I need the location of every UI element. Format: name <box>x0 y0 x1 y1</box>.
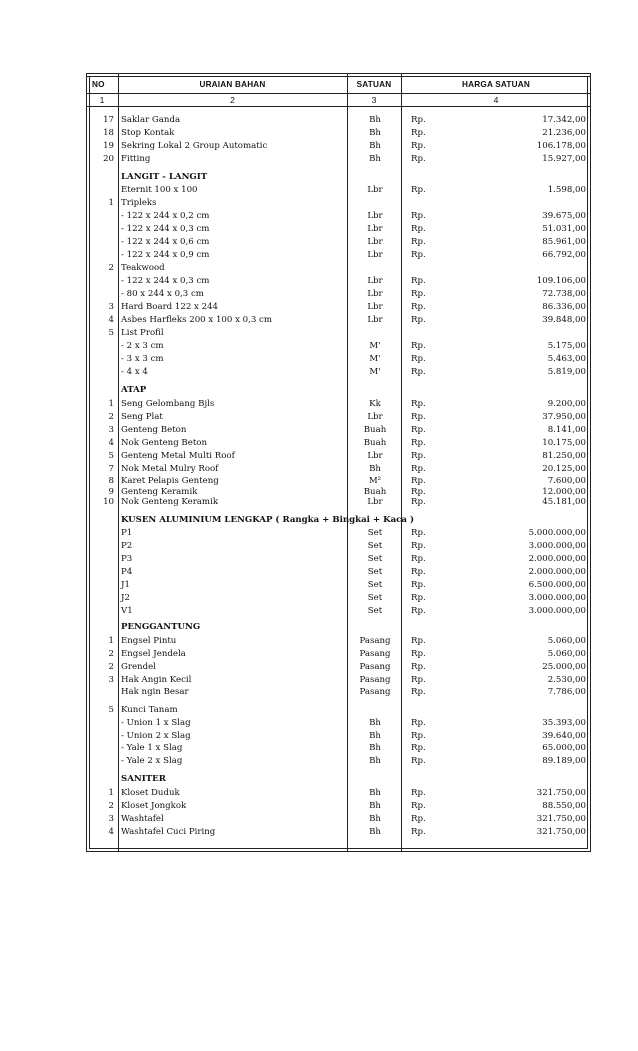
unit-price: 5.000.000,00 <box>528 528 586 538</box>
row-number: 1 <box>108 636 114 646</box>
col-divider-no <box>118 73 119 852</box>
unit-price: 39.848,00 <box>542 315 586 325</box>
unit-price: 1.598,00 <box>547 185 586 195</box>
currency-label: Rp. <box>411 718 426 728</box>
currency-label: Rp. <box>411 412 426 422</box>
item-description: J1 <box>121 580 130 590</box>
currency-label: Rp. <box>411 250 426 260</box>
item-description: Eternit 100 x 100 <box>121 185 198 195</box>
header-satuan: SATUAN <box>356 80 392 89</box>
row-number: 3 <box>108 814 114 824</box>
unit-price: 65.000,00 <box>542 743 586 753</box>
item-description: - Union 1 x Slag <box>121 718 191 728</box>
section-title: SANITER <box>121 774 166 784</box>
item-unit: Pasang <box>359 662 391 672</box>
item-unit: Buah <box>363 438 387 448</box>
item-description: P3 <box>121 554 133 564</box>
item-description: Grendel <box>121 662 156 672</box>
section-title: LANGIT - LANGIT <box>121 172 208 182</box>
currency-label: Rp. <box>411 128 426 138</box>
row-number: 2 <box>108 662 114 672</box>
unit-price: 2.000.000,00 <box>528 567 586 577</box>
currency-label: Rp. <box>411 606 426 616</box>
item-description: - Yale 2 x Slag <box>121 756 183 766</box>
item-description: - 80 x 244 x 0,3 cm <box>121 289 204 299</box>
item-description: Hak ngin Besar <box>121 687 189 697</box>
row-number: 1 <box>108 399 114 409</box>
currency-label: Rp. <box>411 814 426 824</box>
item-description: - 122 x 244 x 0,2 cm <box>121 211 210 221</box>
currency-label: Rp. <box>411 756 426 766</box>
currency-label: Rp. <box>411 302 426 312</box>
row-number: 3 <box>108 675 114 685</box>
unit-price: 3.000.000,00 <box>528 541 586 551</box>
item-description: Hak Angin Kecil <box>121 675 192 685</box>
item-description: - Yale 1 x Slag <box>121 743 183 753</box>
item-description: Sekring Lokal 2 Group Automatic <box>121 141 268 151</box>
unit-price: 7.600,00 <box>547 476 586 486</box>
item-description: - 3 x 3 cm <box>121 354 164 364</box>
item-unit: Bh <box>369 788 381 798</box>
item-description: V1 <box>121 606 133 616</box>
unit-price: 12.000,00 <box>542 487 586 497</box>
currency-label: Rp. <box>411 541 426 551</box>
currency-label: Rp. <box>411 788 426 798</box>
unit-price: 66.792,00 <box>542 250 586 260</box>
unit-price: 321.750,00 <box>536 827 586 837</box>
item-unit: Bh <box>369 718 381 728</box>
item-unit: Bh <box>369 743 381 753</box>
row-number: 20 <box>103 154 114 164</box>
row-number: 8 <box>108 476 114 486</box>
item-unit: Bh <box>369 801 381 811</box>
item-unit: Bh <box>369 115 381 125</box>
item-description: Nok Genteng Keramik <box>121 497 219 507</box>
row-number: 2 <box>108 263 114 273</box>
colnum-bottom-rule <box>86 106 591 107</box>
header-harga-satuan: HARGA SATUAN <box>462 80 530 89</box>
item-unit: M² <box>368 476 382 486</box>
item-unit: Bh <box>369 154 381 164</box>
currency-label: Rp. <box>411 487 426 497</box>
unit-price: 5.175,00 <box>547 341 586 351</box>
row-number: 3 <box>108 302 114 312</box>
header-top-rule <box>86 76 591 77</box>
item-unit: Bh <box>369 827 381 837</box>
row-number: 1 <box>108 198 114 208</box>
header-uraian-bahan: URAIAN BAHAN <box>199 80 266 89</box>
unit-price: 72.738,00 <box>542 289 586 299</box>
unit-price: 3.000.000,00 <box>528 606 586 616</box>
item-unit: Set <box>367 580 383 590</box>
item-description: - 122 x 244 x 0,3 cm <box>121 224 210 234</box>
currency-label: Rp. <box>411 237 426 247</box>
item-unit: Bh <box>369 731 381 741</box>
unit-price: 321.750,00 <box>536 788 586 798</box>
unit-price: 109.106,00 <box>536 276 586 286</box>
item-description: Seng Plat <box>121 412 163 422</box>
unit-price: 86.336,00 <box>542 302 586 312</box>
item-description: Kloset Duduk <box>121 788 180 798</box>
row-number: 5 <box>108 451 114 461</box>
item-description: Washtafel <box>121 814 164 824</box>
currency-label: Rp. <box>411 211 426 221</box>
item-unit: Lbr <box>367 289 383 299</box>
row-number: 7 <box>108 464 114 474</box>
unit-price: 2.530,00 <box>547 675 586 685</box>
row-number: 5 <box>108 328 114 338</box>
item-unit: Set <box>367 528 383 538</box>
unit-price: 17.342,00 <box>542 115 586 125</box>
currency-label: Rp. <box>411 367 426 377</box>
item-unit: Bh <box>369 756 381 766</box>
unit-price: 37.950,00 <box>542 412 586 422</box>
row-number: 2 <box>108 649 114 659</box>
currency-label: Rp. <box>411 580 426 590</box>
unit-price: 7.786,00 <box>547 687 586 697</box>
item-description: Karet Pelapis Genteng <box>121 476 219 486</box>
unit-price: 88.550,00 <box>542 801 586 811</box>
row-number: 19 <box>103 141 114 151</box>
currency-label: Rp. <box>411 636 426 646</box>
item-description: Seng Gelombang Bjls <box>121 399 215 409</box>
item-unit: Lbr <box>367 451 383 461</box>
unit-price: 2.000.000,00 <box>528 554 586 564</box>
currency-label: Rp. <box>411 567 426 577</box>
unit-price: 25.000,00 <box>542 662 586 672</box>
item-description: Stop Kontak <box>121 128 175 138</box>
currency-label: Rp. <box>411 276 426 286</box>
currency-label: Rp. <box>411 438 426 448</box>
unit-price: 39.675,00 <box>542 211 586 221</box>
currency-label: Rp. <box>411 451 426 461</box>
item-description: - Union 2 x Slag <box>121 731 191 741</box>
item-description: Tripleks <box>121 198 157 208</box>
item-unit: Bh <box>369 464 381 474</box>
item-unit: Lbr <box>367 224 383 234</box>
unit-price: 15.927,00 <box>542 154 586 164</box>
item-description: - 2 x 3 cm <box>121 341 164 351</box>
row-number: 3 <box>108 425 114 435</box>
item-unit: Lbr <box>367 315 383 325</box>
section-title: ATAP <box>121 385 147 395</box>
unit-price: 81.250,00 <box>542 451 586 461</box>
currency-label: Rp. <box>411 399 426 409</box>
item-unit: M' <box>369 367 381 377</box>
row-number: 4 <box>108 438 114 448</box>
item-unit: Lbr <box>367 497 383 507</box>
row-number: 18 <box>103 128 114 138</box>
colnum-2: 2 <box>230 95 235 105</box>
row-number: 5 <box>108 705 114 715</box>
unit-price: 5.463,00 <box>547 354 586 364</box>
item-unit: Lbr <box>367 276 383 286</box>
item-unit: Bh <box>369 128 381 138</box>
currency-label: Rp. <box>411 476 426 486</box>
currency-label: Rp. <box>411 224 426 234</box>
colnum-1: 1 <box>99 95 105 105</box>
unit-price: 9.200,00 <box>547 399 586 409</box>
unit-price: 5.060,00 <box>547 649 586 659</box>
currency-label: Rp. <box>411 801 426 811</box>
item-description: Engsel Jendela <box>121 649 186 659</box>
currency-label: Rp. <box>411 425 426 435</box>
row-number: 2 <box>108 412 114 422</box>
row-number: 9 <box>108 487 114 497</box>
item-unit: Kk <box>369 399 381 409</box>
item-unit: Buah <box>363 425 387 435</box>
unit-price: 6.500.000,00 <box>528 580 586 590</box>
unit-price: 106.178,00 <box>536 141 586 151</box>
currency-label: Rp. <box>411 554 426 564</box>
item-description: Engsel Pintu <box>121 636 177 646</box>
item-description: P4 <box>121 567 133 577</box>
unit-price: 39.640,00 <box>542 731 586 741</box>
item-unit: Pasang <box>359 649 391 659</box>
currency-label: Rp. <box>411 687 426 697</box>
currency-label: Rp. <box>411 141 426 151</box>
currency-label: Rp. <box>411 528 426 538</box>
item-unit: Set <box>367 593 383 603</box>
colnum-4: 4 <box>493 95 499 105</box>
header-no: NO <box>92 80 105 89</box>
currency-label: Rp. <box>411 185 426 195</box>
item-unit: Lbr <box>367 250 383 260</box>
item-unit: Lbr <box>367 211 383 221</box>
currency-label: Rp. <box>411 743 426 753</box>
item-unit: Pasang <box>359 636 391 646</box>
currency-label: Rp. <box>411 354 426 364</box>
item-description: Nok Genteng Beton <box>121 438 207 448</box>
item-description: List Profil <box>121 328 164 338</box>
item-unit: Lbr <box>367 185 383 195</box>
unit-price: 51.031,00 <box>542 224 586 234</box>
item-unit: Bh <box>369 141 381 151</box>
item-description: Washtafel Cuci Piring <box>121 827 216 837</box>
item-unit: Set <box>367 567 383 577</box>
item-description: Hard Board 122 x 244 <box>121 302 219 312</box>
price-table <box>86 73 591 852</box>
item-unit: M' <box>369 341 381 351</box>
currency-label: Rp. <box>411 464 426 474</box>
row-number: 2 <box>108 801 114 811</box>
item-description: Genteng Metal Multi Roof <box>121 451 235 461</box>
unit-price: 21.236,00 <box>542 128 586 138</box>
item-description: P2 <box>121 541 133 551</box>
item-unit: M' <box>369 354 381 364</box>
item-description: Genteng Keramik <box>121 487 198 497</box>
unit-price: 20.125,00 <box>542 464 586 474</box>
section-title: KUSEN ALUMINIUM LENGKAP ( Rangka + Bingkai + Kaca ) <box>121 515 415 525</box>
unit-price: 3.000.000,00 <box>528 593 586 603</box>
item-description: Kunci Tanam <box>121 705 178 715</box>
item-description: Saklar Ganda <box>121 115 181 125</box>
currency-label: Rp. <box>411 289 426 299</box>
item-description: P1 <box>121 528 133 538</box>
item-unit: Pasang <box>359 687 391 697</box>
colnum-3: 3 <box>371 95 377 105</box>
unit-price: 321.750,00 <box>536 814 586 824</box>
unit-price: 5.060,00 <box>547 636 586 646</box>
unit-price: 45.181,00 <box>542 497 586 507</box>
currency-label: Rp. <box>411 341 426 351</box>
item-description: Nok Metal Mulry Roof <box>121 464 219 474</box>
row-number: 17 <box>103 115 114 125</box>
item-description: - 122 x 244 x 0,3 cm <box>121 276 210 286</box>
currency-label: Rp. <box>411 662 426 672</box>
item-unit: Lbr <box>367 237 383 247</box>
currency-label: Rp. <box>411 649 426 659</box>
currency-label: Rp. <box>411 827 426 837</box>
unit-price: 85.961,00 <box>542 237 586 247</box>
unit-price: 5.819,00 <box>547 367 586 377</box>
section-title: PENGGANTUNG <box>121 622 201 632</box>
currency-label: Rp. <box>411 154 426 164</box>
row-number: 1 <box>108 788 114 798</box>
item-description: Genteng Beton <box>121 425 187 435</box>
header-bottom-rule <box>86 93 591 94</box>
currency-label: Rp. <box>411 593 426 603</box>
unit-price: 8.141,00 <box>547 425 586 435</box>
item-unit: Set <box>367 541 383 551</box>
item-description: Teakwood <box>121 263 165 273</box>
item-description: - 4 x 4 <box>121 367 148 377</box>
item-unit: Set <box>367 554 383 564</box>
currency-label: Rp. <box>411 675 426 685</box>
item-unit: Set <box>367 606 383 616</box>
item-unit: Bh <box>369 814 381 824</box>
row-number: 4 <box>108 827 114 837</box>
item-unit: Lbr <box>367 302 383 312</box>
item-description: - 122 x 244 x 0,6 cm <box>121 237 210 247</box>
unit-price: 89.189,00 <box>542 756 586 766</box>
currency-label: Rp. <box>411 315 426 325</box>
item-description: J2 <box>121 593 130 603</box>
row-number: 10 <box>103 497 114 507</box>
item-description: Kloset Jongkok <box>121 801 187 811</box>
item-unit: Lbr <box>367 412 383 422</box>
unit-price: 35.393,00 <box>542 718 586 728</box>
row-number: 4 <box>108 315 114 325</box>
item-unit: Pasang <box>359 675 391 685</box>
item-unit: Buah <box>363 487 387 497</box>
item-description: Asbes Harfleks 200 x 100 x 0,3 cm <box>121 315 273 325</box>
item-description: - 122 x 244 x 0,9 cm <box>121 250 210 260</box>
currency-label: Rp. <box>411 731 426 741</box>
currency-label: Rp. <box>411 115 426 125</box>
unit-price: 10.175,00 <box>542 438 586 448</box>
item-description: Fitting <box>121 154 151 164</box>
currency-label: Rp. <box>411 497 426 507</box>
